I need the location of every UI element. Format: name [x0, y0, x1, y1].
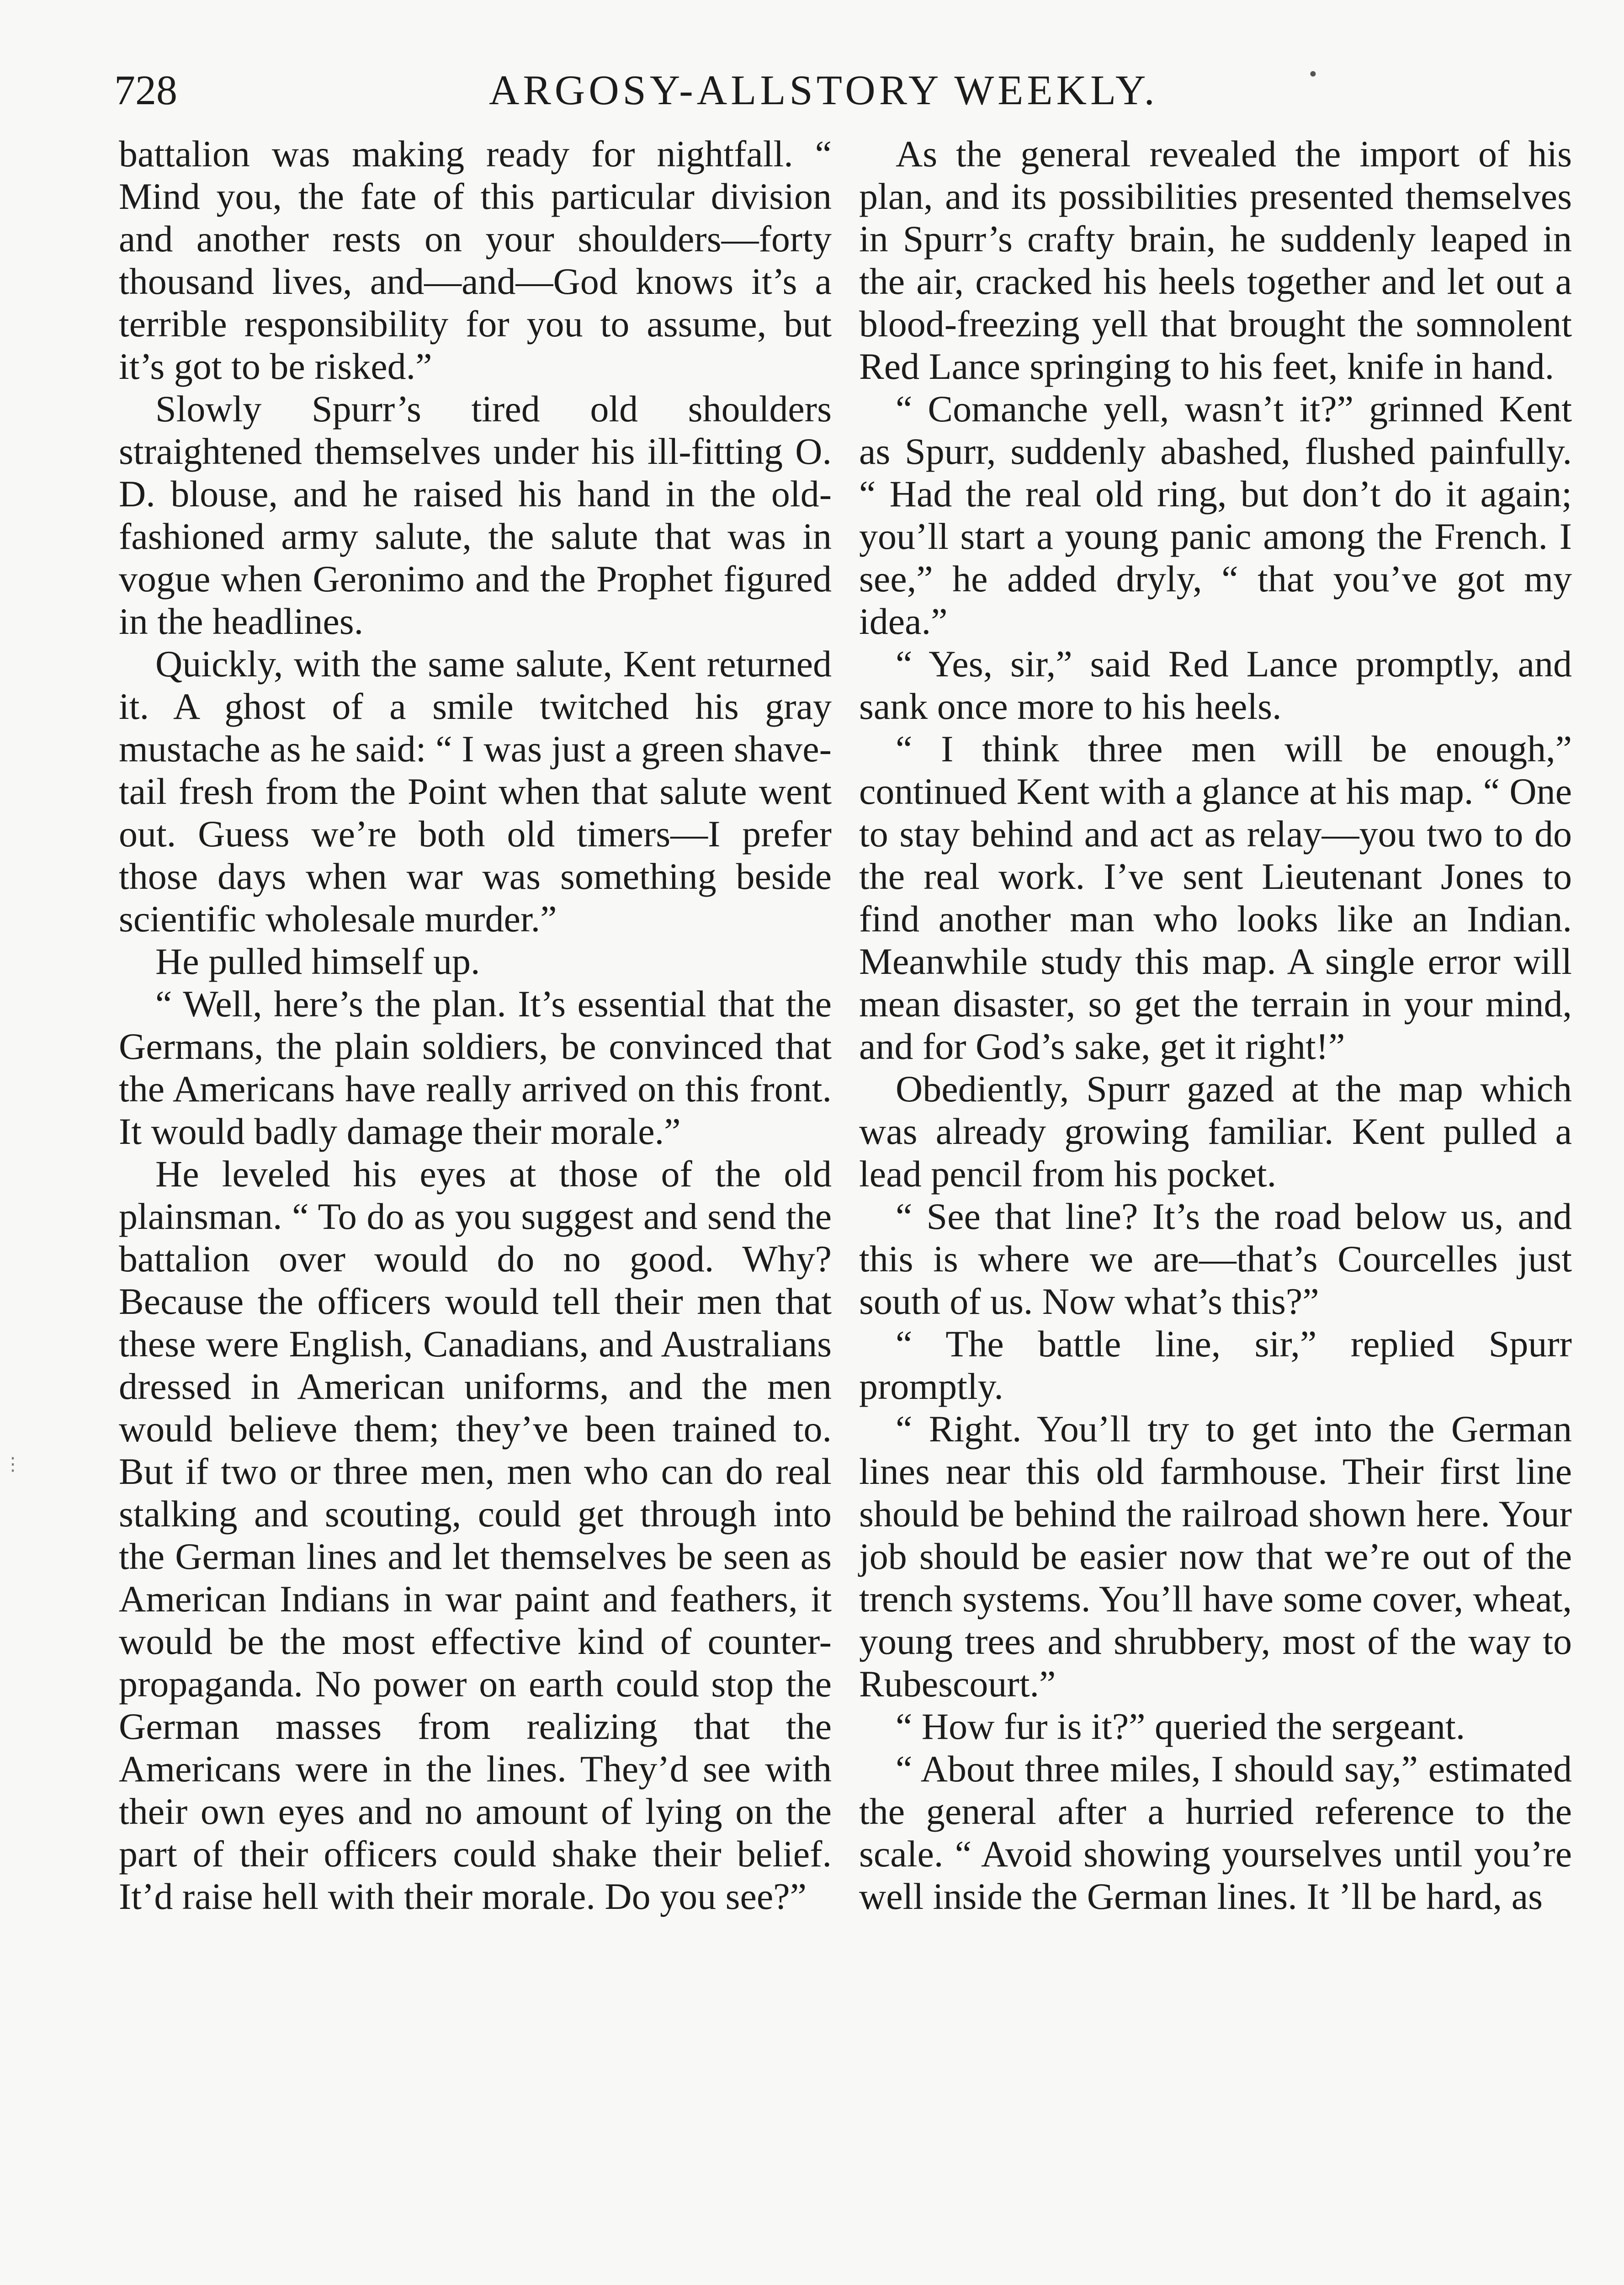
paragraph: “ Yes, sir,” said Red Lance promptly, and sank once more to his heels. [859, 643, 1572, 727]
paragraph: “ About three miles, I should say,” estimated the general after a hurried reference to the scale. “ Avoid showing yourselves until you’re well inside the German lines. It ’ll be hard, as [859, 1748, 1572, 1917]
edge-speck-icon: ⋮ [4, 1454, 22, 1474]
paragraph: battalion was making ready for nightfall. “ Mind you, the fate of this particular division and another rests on your shoulders—forty thousand lives, and—and—God knows it’s a terrible responsibility for you to assume, but it’s got to be risked.” [119, 133, 832, 387]
print-mark-icon: • [1309, 61, 1317, 86]
paragraph: “ How fur is it?” queried the sergeant. [896, 1706, 1465, 1747]
page-number: 728 [114, 67, 177, 113]
paragraph: “ The battle line, sir,” replied Spurr promptly. [859, 1323, 1572, 1407]
paragraph: Quickly, with the same salute, Kent returned it. A ghost of a smile twitched his gray mustache as he said: “ I was just a green shave-tail fresh from the Point when that salute went out. Guess we’re both old timers—I prefer those days when war was something beside scientific wholesale murder.” [119, 643, 832, 940]
paragraph: “ Well, here’s the plan. It’s essential that the Germans, the plain soldiers, be convinced that the Americans have really arrived on this front. It would badly damage their morale.” [119, 983, 832, 1152]
running-title: ARGOSY-ALLSTORY WEEKLY. [489, 67, 1158, 113]
right-column [859, 133, 1572, 1918]
paragraph: “ See that line? It’s the road below us, and this is where we are—that’s Courcelles just south of us. Now what’s this?” [859, 1196, 1572, 1322]
paragraph: Obediently, Spurr gazed at the map which was already growing familiar. Kent pulled a lead pencil from his pocket. [859, 1068, 1572, 1195]
page-header [114, 32, 1554, 114]
left-column [119, 133, 832, 1918]
paragraph: “ Comanche yell, wasn’t it?” grinned Kent as Spurr, suddenly abashed, flushed painfully. “ Had the real old ring, but don’t do it again; you’ll start a young panic among the French. I see,” he added dryly, “ that you’ve got my idea.” [859, 388, 1572, 642]
paragraph: Slowly Spurr’s tired old shoulders straightened themselves under his ill-fitting O. D. blouse, and he raised his hand in the old-fashioned army salute, the salute that was in vogue when Geronimo and the Prophet figured in the headlines. [119, 388, 832, 642]
paragraph: “ I think three men will be enough,” continued Kent with a glance at his map. “ One to stay behind and act as relay—you two to do the real work. I’ve sent Lieutenant Jones to find another man who looks like an Indian. Meanwhile study this map. A single error will mean disaster, so get the terrain in your mind, and for God’s sake, get it right!” [859, 728, 1572, 1067]
paragraph: As the general revealed the import of his plan, and its possibilities presented themselves in Spurr’s crafty brain, he suddenly leaped in the air, cracked his heels together and let out a blood-freezing yell that brought the somnolent Red Lance springing to his feet, knife in hand. [859, 133, 1572, 387]
paragraph: “ Right. You’ll try to get into the German lines near this old farmhouse. Their first line should be behind the railroad shown here. Your job should be easier now that we’re out of the trench systems. You’ll have some cover, wheat, young trees and shrubbery, most of the way to Rubescourt.” [859, 1408, 1572, 1705]
paragraph: He leveled his eyes at those of the old plainsman. “ To do as you suggest and send the battalion over would do no good. Why? Because the officers would tell their men that these were English, Canadians, and Australians dressed in American uniforms, and the men would believe them; they’ve been trained to. But if two or three men, men who can do real stalking and scouting, could get through into the German lines and let themselves be seen as American Indians in war paint and feathers, it would be the most effective kind of counter-propaganda. No power on earth could stop the German masses from realizing that the Americans were in the lines. They’d see with their own eyes and no amount of lying on the part of their officers could shake their belief. It’d raise hell with their morale. Do you see?” [119, 1153, 832, 1917]
paragraph: He pulled himself up. [155, 941, 480, 982]
